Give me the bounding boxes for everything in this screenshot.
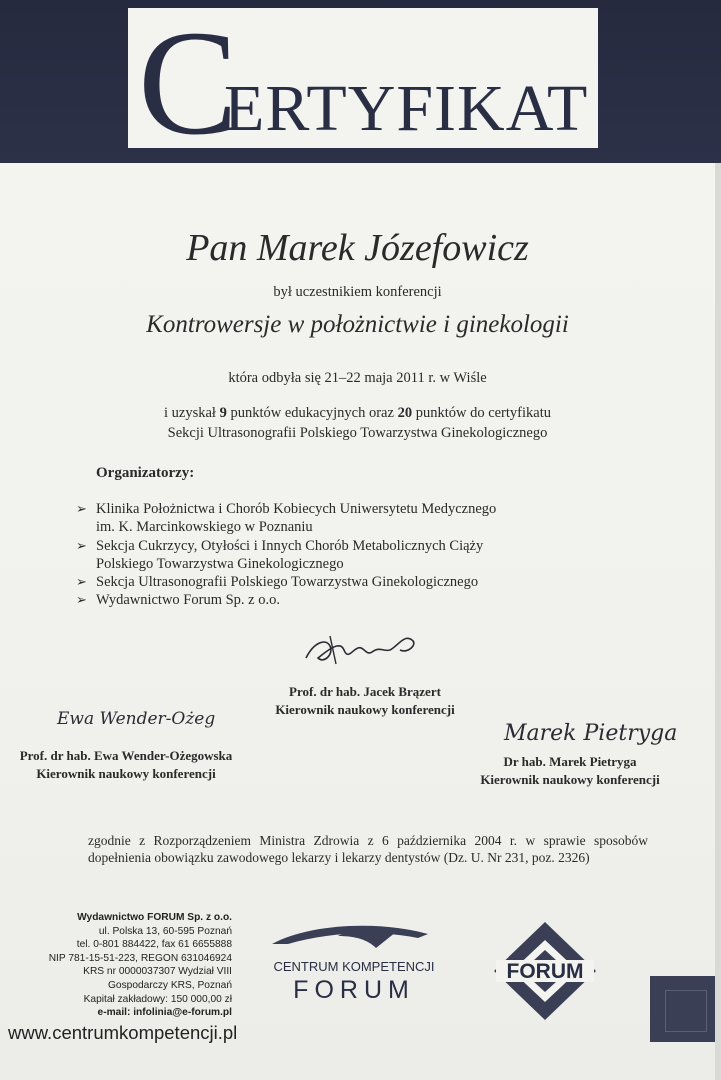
email-value: infolinia@e-forum.pl bbox=[133, 1007, 232, 1019]
forum-logo bbox=[490, 920, 600, 1022]
ckf-logo-line2: FORUM bbox=[293, 976, 415, 1004]
publisher-krs: KRS nr 0000037307 Wydział VIII bbox=[83, 966, 232, 978]
date-place-text: która odbyła się 21–22 maja 2011 r. w Wiśle bbox=[228, 370, 487, 386]
participation-text: był uczestnikiem konferencji bbox=[273, 284, 442, 300]
organizer-line: im. K. Marcinkowskiego w Poznaniu bbox=[96, 519, 313, 535]
signature-text: Ewa Wender-Ożeg bbox=[57, 709, 216, 729]
points-middle: punktów edukacyjnych oraz bbox=[226, 405, 398, 421]
organizers-heading: Organizatorzy: bbox=[96, 465, 195, 481]
signature-pietryga bbox=[500, 700, 678, 752]
publisher-address: ul. Polska 13, 60-595 Poznań bbox=[98, 925, 232, 937]
organizer-item bbox=[76, 591, 280, 609]
signatory-name: Prof. dr hab. Jacek Brązert bbox=[289, 684, 441, 699]
signature-text: Marek Pietryga bbox=[504, 721, 678, 746]
publisher-nip: NIP 781-15-51-223, REGON 631046924 bbox=[48, 952, 232, 964]
publisher-email bbox=[0, 1006, 232, 1020]
points-suffix: punktów do certyfikatu bbox=[412, 405, 551, 421]
organizer-line: Wydawnictwo Forum Sp. z o.o. bbox=[96, 592, 280, 608]
email-label: e-mail: bbox=[97, 1007, 134, 1019]
publisher-court: Gospodarczy KRS, Poznań bbox=[107, 979, 232, 991]
certificate-title bbox=[128, 0, 598, 166]
edu-points-value: 9 bbox=[219, 405, 227, 421]
organizer-item bbox=[76, 537, 483, 573]
organizer-line: Sekcja Cukrzycy, Otyłości i Innych Chorób Metabolicznych Ciąży bbox=[96, 538, 484, 554]
recipient-name: Pan Marek Józefowicz bbox=[186, 227, 529, 269]
signatory-role: Kierownik naukowy konferencji bbox=[480, 772, 660, 787]
signatory-role: Kierownik naukowy konferencji bbox=[275, 702, 455, 717]
signature-wender-ozegowska bbox=[55, 700, 216, 734]
organizer-line: Polskiego Towarzystwa Ginekologicznego bbox=[96, 556, 344, 572]
publisher-info bbox=[0, 911, 232, 1020]
arrow-bullet-icon: ➢ bbox=[76, 538, 87, 553]
points-text bbox=[0, 405, 715, 422]
ckf-logo-line1: CENTRUM KOMPETENCJI bbox=[273, 959, 435, 974]
arrow-bullet-icon: ➢ bbox=[76, 501, 87, 516]
title-rest: ERTYFIKAT bbox=[224, 72, 589, 145]
arrow-bullet-icon: ➢ bbox=[76, 592, 87, 607]
publisher-name: Wydawnictwo FORUM Sp. z o.o. bbox=[77, 912, 232, 923]
organizer-item bbox=[76, 500, 496, 536]
arrow-bullet-icon: ➢ bbox=[76, 574, 87, 589]
publisher-phone: tel. 0-801 884422, fax 61 6655888 bbox=[76, 939, 232, 951]
organizer-line: Klinika Położnictwa i Chorób Kobiecych Uniwersytetu Medycznego bbox=[96, 501, 497, 517]
website-url: www.centrumkompetencji.pl bbox=[8, 1022, 238, 1043]
signatory-role: Kierownik naukowy konferencji bbox=[36, 766, 216, 781]
forum-logo-text: FORUM bbox=[506, 960, 584, 983]
title-initial: C bbox=[138, 0, 239, 166]
section-text: Sekcji Ultrasonografii Polskiego Towarzystwa Ginekologicznego bbox=[167, 425, 548, 441]
signature-brazert bbox=[300, 628, 425, 670]
centrum-kompetencji-logo bbox=[268, 914, 440, 1004]
organizer-item bbox=[76, 573, 478, 591]
corner-square-outline bbox=[665, 990, 707, 1032]
legal-notice: zgodnie z Rozporządzeniem Ministra Zdrowia z 6 października 2004 r. w sprawie sposobów dopełnienia obowiązku zawodowego lekarzy i lekarzy dentystów (Dz. U. Nr 231, poz. 2326) bbox=[88, 833, 648, 865]
publisher-capital: Kapitał zakładowy: 150 000,00 zł bbox=[83, 993, 232, 1005]
signatory-name: Dr hab. Marek Pietryga bbox=[503, 754, 637, 769]
cert-points-value: 20 bbox=[397, 405, 413, 421]
conference-title: Kontrowersje w położnictwie i ginekologii bbox=[146, 311, 569, 338]
points-prefix: i uzyskał bbox=[164, 405, 220, 421]
organizer-line: Sekcja Ultrasonografii Polskiego Towarzystwa Ginekologicznego bbox=[96, 574, 479, 590]
signatory-name: Prof. dr hab. Ewa Wender-Ożegowska bbox=[19, 748, 233, 763]
